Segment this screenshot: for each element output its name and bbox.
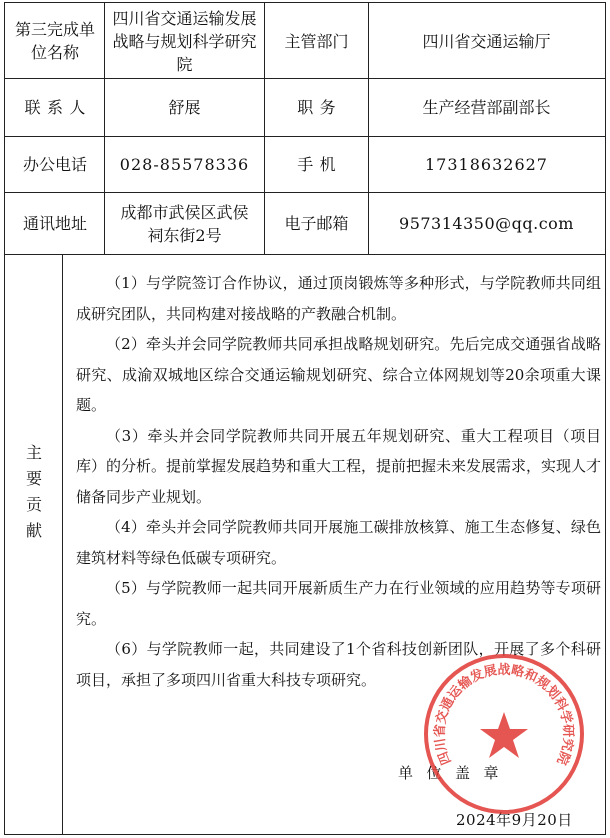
contribution-item: （3）牵头并会同学院教师共同开展五年规划研究、重大工程项目（项目库）的分析。提前掌握发展趋势和重大工程，提前把握未来发展需求，实现人才储备同步产业规划。 (76, 426, 602, 506)
address-value: 成都市武侯区武侯祠东街2号 (120, 202, 249, 245)
col-divider (62, 254, 63, 835)
contribution-item: （4）牵头并会同学院教师共同开展施工碳排放核算、施工生态修复、绿色建筑材料等绿色低碳专项研究。 (76, 518, 601, 567)
row-divider (4, 254, 606, 255)
contribution-text (76, 268, 601, 695)
department-label: 主管部门 (284, 31, 349, 51)
mobile-label: 手机 (297, 155, 343, 174)
official-seal-stamp (420, 650, 588, 818)
department-value: 四川省交通运输厅 (422, 31, 551, 51)
contact-value: 舒展 (168, 98, 201, 117)
mobile-value: 17318632627 (425, 155, 548, 174)
seal-star-icon (480, 712, 528, 758)
contribution-item: （6）与学院教师一起，共同建设了1个省科技创新团队，开展了多个科研项目，承担了多项四川省重大科技专项研究。 (76, 640, 601, 689)
unit-seal-label: 单位盖章 (398, 764, 513, 782)
email-value: 957314350@qq.com (399, 214, 574, 233)
office-phone-label: 办公电话 (22, 155, 87, 174)
position-value: 生产经营部副部长 (422, 98, 551, 117)
signature-date: 2024年9月20日 (456, 811, 573, 829)
contact-label: 联系人 (24, 98, 92, 117)
contribution-item: （5）与学院教师一起共同开展新质生产力在行业领域的应用趋势等专项研究。 (76, 579, 601, 628)
unit-name-value: 四川省交通运输发展战略与规划科学研究院 (112, 8, 257, 74)
unit-name-label: 第三完成单位名称 (14, 20, 95, 62)
contribution-item: （2）牵头并会同学院教师共同承担战略规划研究。先后完成交通强省战略研究、成渝双城地区综合交通运输规划研究、综合立体网规划等20余项重大课题。 (76, 335, 601, 414)
seal-text: 四川省交通运输发展战略和规划科学研究院 (432, 662, 576, 767)
contribution-item: （1）与学院签订合作协议，通过顶岗锻炼等多种形式，与学院教师共同组成研究团队，共同构建对接战略的产教融合机制。 (76, 274, 601, 323)
office-phone-value: 028-85578336 (119, 155, 250, 174)
address-label: 通讯地址 (22, 214, 87, 233)
email-label: 电子邮箱 (284, 214, 349, 233)
position-label: 职务 (297, 98, 343, 117)
main-contribution-label: 主 要 贡 献 (25, 443, 42, 540)
